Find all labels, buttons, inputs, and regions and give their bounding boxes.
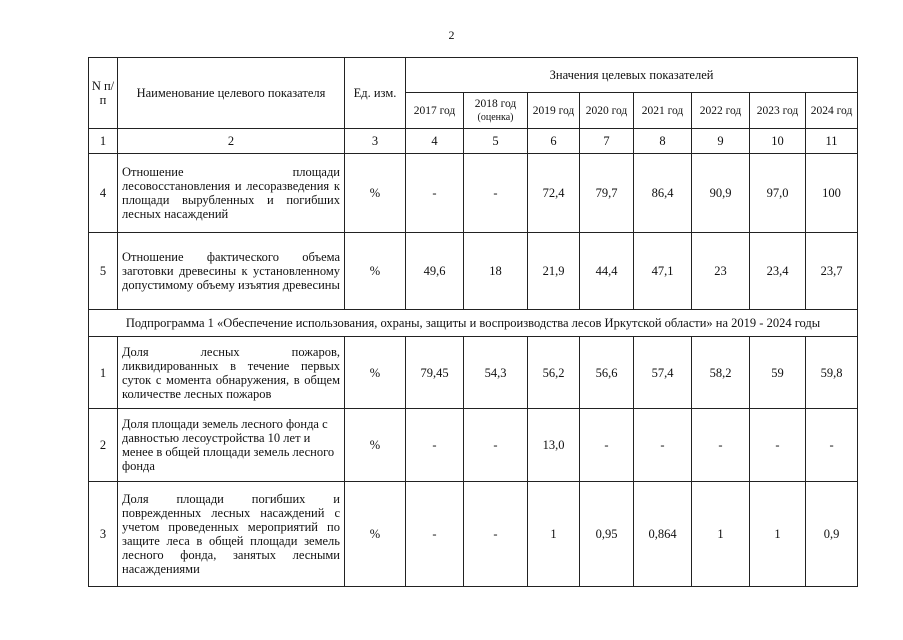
value-cell: 23,7 [806,233,858,310]
value-cell: 0,864 [634,482,692,587]
header-year [464,93,528,129]
value-cell: - [464,409,528,482]
indicator-name: Отношение фактического объема заготовки древесины к установленному допустимому объему изъятия древесины [118,233,345,310]
value-cell: 21,9 [528,233,580,310]
table-row [89,409,858,482]
value-cell: 79,45 [406,337,464,409]
value-cell: - [634,409,692,482]
column-number: 1 [89,129,118,154]
value-cell: - [406,154,464,233]
row-number: 5 [89,233,118,310]
indicator-name: Доля площади погибших и поврежденных лесных насаждений с учетом проведенных мероприятий по защите леса в общей площади земель лесного фонда, занятых лесными насаждениями [118,482,345,587]
header-year [580,93,634,129]
header-year [692,93,750,129]
header-year [406,93,464,129]
indicators-table [88,57,858,587]
unit-cell: % [345,482,406,587]
unit-cell: % [345,233,406,310]
year-label: 2023 год [756,104,799,117]
value-cell: 13,0 [528,409,580,482]
value-cell: 54,3 [464,337,528,409]
row-number: 2 [89,409,118,482]
row-number: 4 [89,154,118,233]
value-cell: 1 [528,482,580,587]
value-cell: 44,4 [580,233,634,310]
value-cell: 59 [750,337,806,409]
column-number: 4 [406,129,464,154]
unit-cell: % [345,337,406,409]
header-name: Наименование целевого показателя [118,58,345,129]
year-label: 2017 год [413,104,456,117]
value-cell: 23 [692,233,750,310]
column-number: 6 [528,129,580,154]
header-year [750,93,806,129]
value-cell: 56,2 [528,337,580,409]
value-cell: 58,2 [692,337,750,409]
value-cell: - [580,409,634,482]
value-cell: 72,4 [528,154,580,233]
year-label: 2020 год [585,104,628,117]
value-cell: 79,7 [580,154,634,233]
value-cell: 18 [464,233,528,310]
year-label: 2024 год [810,104,853,117]
header-year [806,93,858,129]
column-number: 11 [806,129,858,154]
value-cell: 97,0 [750,154,806,233]
value-cell: 57,4 [634,337,692,409]
value-cell: 100 [806,154,858,233]
indicator-name: Доля лесных пожаров, ликвидированных в течение первых суток с момента обнаружения, в общем количестве лесных пожаров [118,337,345,409]
value-cell: - [806,409,858,482]
subprogram-row [89,310,858,337]
value-cell: 86,4 [634,154,692,233]
value-cell: 0,9 [806,482,858,587]
value-cell: - [692,409,750,482]
header-n: N п/п [89,58,118,129]
value-cell: 56,6 [580,337,634,409]
value-cell: 0,95 [580,482,634,587]
header-year [634,93,692,129]
row-number: 3 [89,482,118,587]
table-row [89,154,858,233]
column-number: 8 [634,129,692,154]
subprogram-title: Подпрограмма 1 «Обеспечение использования, охраны, защиты и воспроизводства лесов Иркутской области» на 2019 - 2024 годы [89,310,858,337]
unit-cell: % [345,154,406,233]
value-cell: - [464,154,528,233]
year-note: (оценка) [477,111,514,123]
table-row [89,482,858,587]
column-number: 10 [750,129,806,154]
column-number: 5 [464,129,528,154]
value-cell: 1 [692,482,750,587]
table-row [89,233,858,310]
header-year [528,93,580,129]
column-number: 3 [345,129,406,154]
value-cell: 47,1 [634,233,692,310]
year-label: 2019 год [532,104,575,117]
value-cell: - [406,482,464,587]
page-number: 2 [448,28,455,42]
indicator-name: Отношение площади лесовосстановления и лесоразведения к площади вырубленных и погибших лесных насаждений [118,154,345,233]
header-unit: Ед. изм. [345,58,406,129]
indicator-name: Доля площади земель лесного фонда с давностью лесоустройства 10 лет и менее в общей площади земель лесного фонда [118,409,345,482]
value-cell: - [464,482,528,587]
row-number: 1 [89,337,118,409]
column-number: 7 [580,129,634,154]
year-label: 2022 год [699,104,742,117]
year-label: 2021 год [641,104,684,117]
year-label: 2018 год [474,97,517,110]
column-number: 9 [692,129,750,154]
value-cell: 23,4 [750,233,806,310]
unit-cell: % [345,409,406,482]
value-cell: - [406,409,464,482]
value-cell: 59,8 [806,337,858,409]
value-cell: 49,6 [406,233,464,310]
column-number: 2 [118,129,345,154]
header-values: Значения целевых показателей [406,58,858,93]
value-cell: 1 [750,482,806,587]
table-row [89,337,858,409]
value-cell: 90,9 [692,154,750,233]
value-cell: - [750,409,806,482]
